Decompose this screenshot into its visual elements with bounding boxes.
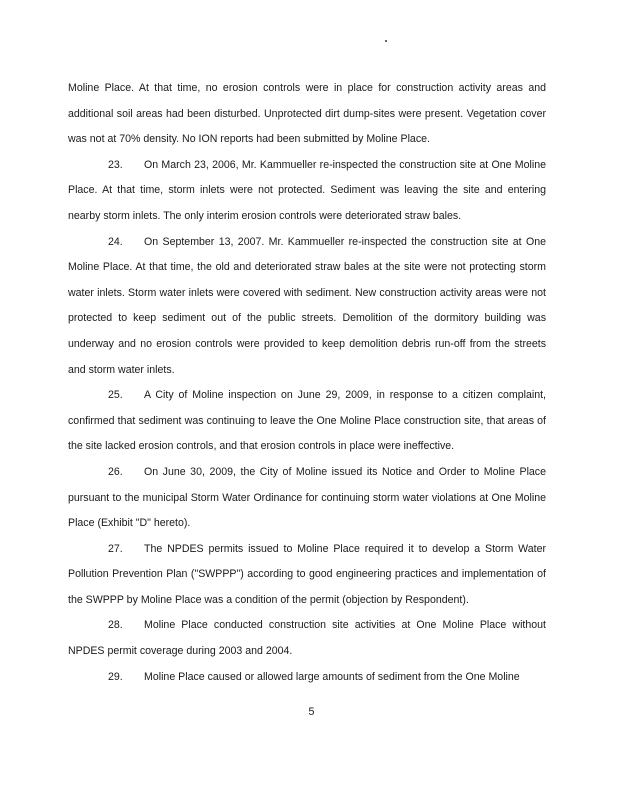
paragraph-28 — [68, 613, 546, 664]
paragraph-text: Moline Place. At that time, no erosion controls were in place for construction activity areas and additional soil areas had been disturbed. Unprotected dirt dump-sites were present. Vegetation cover was not at 70% density. No ION reports had been submitted by Moline Place. — [68, 82, 546, 146]
paragraph-23 — [68, 153, 546, 230]
scan-speck — [385, 40, 387, 42]
paragraph-number: 26. — [108, 465, 123, 478]
paragraph-number: 23. — [108, 158, 123, 171]
paragraph-text: On September 13, 2007. Mr. Kammueller re-inspected the construction site at One Moline Place. At that time, the old and deteriorated straw bales at the site were not protecting storm water inlets. Storm water inlets were covered with sediment. New construction activity areas were not protected to keep sediment out of the public streets. Demolition of the dormitory building was underway and no erosion controls were provided to keep demolition debris run-off from the streets and storm water inlets. — [68, 235, 546, 376]
paragraph-text: The NPDES permits issued to Moline Place required it to develop a Storm Water Pollution Prevention Plan ("SWPPP") according to good engineering practices and implementation of the SWPPP by Moline Place was a condition of the permit (objection by Respondent). — [68, 542, 546, 606]
paragraph-number: 27. — [108, 542, 123, 555]
paragraph-text: A City of Moline inspection on June 29, 2009, in response to a citizen complaint, confirmed that sediment was continuing to leave the One Moline Place construction site, that areas of the site lacked erosion controls, and that erosion controls in place were ineffective. — [68, 389, 546, 453]
paragraph-text: Moline Place conducted construction site activities at One Moline Place without NPDES permit coverage during 2003 and 2004. — [68, 619, 546, 658]
paragraph-26 — [68, 460, 546, 537]
paragraph-24 — [68, 230, 546, 384]
paragraph-text: Moline Place caused or allowed large amounts of sediment from the One Moline — [144, 670, 520, 683]
paragraph-number: 29. — [108, 670, 123, 683]
paragraph-number: 28. — [108, 619, 123, 632]
paragraph-27 — [68, 537, 546, 614]
paragraph-25 — [68, 383, 546, 460]
paragraph-number: 25. — [108, 389, 123, 402]
paragraph-text: On June 30, 2009, the City of Moline issued its Notice and Order to Moline Place pursuant to the municipal Storm Water Ordinance for continuing storm water violations at One Moline Place (Exhibit "D" hereto). — [68, 465, 546, 530]
paragraph-text: On March 23, 2006, Mr. Kammueller re-inspected the construction site at One Moline Place. At that time, storm inlets were not protected. Sediment was leaving the site and entering nearby storm inlets. The only interim erosion controls were deteriorated straw bales. — [68, 158, 546, 222]
paragraph-29 — [68, 665, 546, 691]
document-body — [68, 76, 546, 690]
page-number: 5 — [308, 706, 315, 718]
paragraph-number: 24. — [108, 235, 123, 248]
paragraph-continuation — [68, 76, 546, 153]
